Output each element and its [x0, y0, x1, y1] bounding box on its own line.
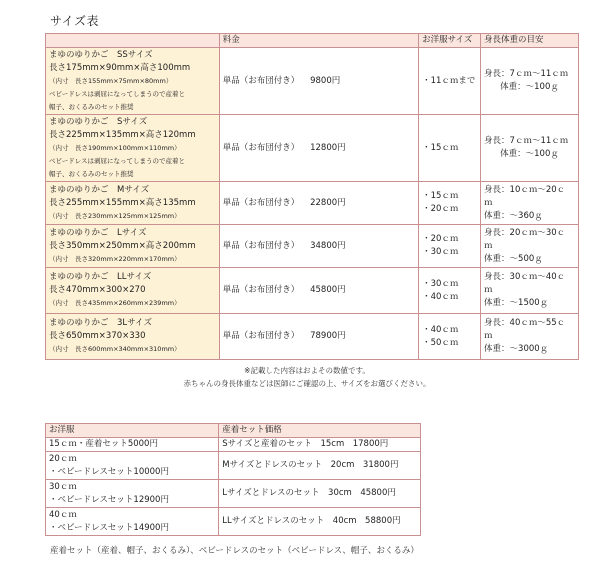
- clothing-cell: [46, 438, 219, 452]
- height-range: 身長：30ｃｍ～40ｃ: [484, 272, 566, 282]
- product-note: ベビードレスは剥屈になってしまうので産着と: [49, 156, 186, 165]
- product-inner-size: （内寸 長さ435mm×260mm×239mm）: [49, 299, 181, 307]
- price-value: 45800円: [310, 285, 346, 295]
- dress-table-header: [46, 424, 421, 438]
- page-title: サイズ表: [50, 14, 100, 28]
- weight-range: 体重：～360ｇ: [484, 210, 543, 221]
- product-outer-size: 長さ225mm×135mm×高さ120mm: [49, 129, 196, 140]
- product-cell: [46, 115, 220, 182]
- product-outer-size: 長さ650mm×370×330: [49, 331, 146, 341]
- clothing-size: 30ｃｍ: [49, 481, 77, 492]
- price-table: [45, 33, 579, 360]
- table-row: [46, 115, 579, 182]
- height-range-cont: ｍ: [484, 197, 493, 208]
- product-cell: [46, 314, 220, 360]
- product-outer-size: 長さ350mm×250mm×高さ200mm: [49, 240, 196, 251]
- height-range: 身長：7ｃｍ～11ｃｍ: [484, 136, 569, 146]
- table-row: [46, 452, 421, 480]
- size-item: ・20ｃｍ: [422, 234, 459, 244]
- note-line: 赤ちゃんの身長体重などは医師にご確認の上、サイズをお選びください。: [183, 379, 431, 388]
- size-cell: [419, 314, 481, 360]
- weight-range: 体重：～100ｇ: [500, 149, 559, 159]
- weight-range: 体重：～3000ｇ: [484, 344, 549, 354]
- header-cell-clothing-size: お洋服サイズ: [419, 34, 481, 48]
- product-inner-size: （内寸 長さ600mm×340mm×310mm）: [49, 345, 181, 353]
- size-cell: [419, 115, 481, 182]
- size-item: ・30ｃｍ: [422, 278, 459, 289]
- height-range: 身長：20ｃｍ～30ｃ: [484, 227, 566, 238]
- size-item: ・40ｃｍ: [422, 291, 459, 302]
- set-price-cell: Lサイズとドレスのセット 30cm 45800円: [219, 480, 421, 508]
- clothing-cell: [46, 480, 219, 508]
- footnote: 産着セット（産着、帽子、おくるみ）、ベビードレスのセット（ベビードレス、帽子、おくるみ）: [50, 546, 419, 556]
- price-label: 単品（お布団付き）: [222, 75, 300, 86]
- price-cell: [219, 225, 418, 268]
- table-row: [46, 48, 579, 115]
- header-cell-blank: [46, 34, 220, 48]
- height-range: 身長：10ｃｍ～20ｃ: [484, 184, 566, 195]
- clothing-cell: [46, 452, 219, 480]
- product-cell: [46, 268, 220, 314]
- size-item: ・40ｃｍ: [422, 324, 459, 335]
- product-name: まゆのゆりかご LLサイズ: [49, 272, 152, 282]
- product-outer-size: 長さ255mm×155mm×高さ135mm: [49, 197, 196, 208]
- table-row: [46, 480, 421, 508]
- price-value: 22800円: [310, 197, 346, 208]
- table-row: [46, 314, 579, 360]
- table-row: [46, 182, 579, 225]
- weight-range: 体重：～500ｇ: [484, 253, 543, 264]
- height-weight-cell: [481, 314, 579, 360]
- product-outer-size: 長さ175mm×90mm×高さ100mm: [49, 62, 191, 73]
- product-cell: [46, 225, 220, 268]
- size-item: ・15ｃｍ: [422, 142, 459, 153]
- table-row: [46, 268, 579, 314]
- height-range: 身長：40ｃｍ～55ｃ: [484, 318, 566, 328]
- height-weight-cell: [481, 182, 579, 225]
- height-weight-cell: [481, 115, 579, 182]
- product-name: まゆのゆりかご Lサイズ: [49, 227, 147, 238]
- price-value: 9800円: [310, 75, 341, 86]
- height-weight-cell: [481, 225, 579, 268]
- product-cell: [46, 182, 220, 225]
- table-row: [46, 438, 421, 452]
- header-cell-clothing: お洋服: [46, 424, 219, 438]
- dress-set-table: [45, 423, 421, 536]
- note-line: ※記載した内容はおよその数値です。: [244, 366, 370, 375]
- weight-range: 体重：～1500ｇ: [484, 298, 549, 308]
- height-weight-cell: [481, 48, 579, 115]
- price-label: 単品（お布団付き）: [222, 331, 300, 341]
- table-row: [46, 225, 579, 268]
- height-weight-cell: [481, 268, 579, 314]
- price-cell: [219, 115, 418, 182]
- size-item: ・30ｃｍ: [422, 247, 459, 257]
- height-range-cont: ｍ: [484, 331, 493, 341]
- product-note: ベビードレスは剥屈になってしまうので産着と: [49, 89, 186, 98]
- clothing-item: ・ベビードレスセット12900円: [49, 494, 169, 505]
- size-item: ・50ｃｍ: [422, 337, 459, 348]
- size-cell: [419, 48, 481, 115]
- size-item: ・15ｃｍ: [422, 191, 459, 201]
- set-price-cell: Sサイズと産着のセット 15cm 17800円: [219, 438, 421, 452]
- price-cell: [219, 182, 418, 225]
- height-range-cont: ｍ: [484, 285, 493, 295]
- price-label: 単品（お布団付き）: [222, 240, 300, 251]
- set-price-cell: LLサイズとドレスのセット 40cm 58800円: [219, 508, 421, 536]
- size-cell: [419, 182, 481, 225]
- price-label: 単品（お布団付き）: [222, 285, 300, 295]
- product-name: まゆのゆりかご 3Lサイズ: [49, 318, 152, 328]
- table-row: [46, 508, 421, 536]
- clothing-cell: [46, 508, 219, 536]
- price-value: 78900円: [310, 331, 346, 341]
- size-item: ・20ｃｍ: [422, 204, 459, 214]
- product-name: まゆのゆりかご Mサイズ: [49, 184, 150, 195]
- product-inner-size: （内寸 長さ230mm×125mm×125mm）: [49, 211, 181, 220]
- header-cell-height-weight: 身長体重の目安: [481, 34, 579, 48]
- clothing-size: 40ｃｍ: [49, 509, 77, 520]
- price-label: 単品（お布団付き）: [222, 142, 300, 153]
- product-note: 帽子、おくるみのセット推奨: [49, 102, 134, 111]
- price-value: 34800円: [310, 240, 346, 251]
- price-label: 単品（お布団付き）: [222, 197, 300, 208]
- size-cell: [419, 268, 481, 314]
- price-value: 12800円: [310, 142, 346, 153]
- product-cell: [46, 48, 220, 115]
- clothing-item: 15ｃｍ・産着セット5000円: [49, 439, 158, 449]
- clothing-item: ・ベビードレスセット10000円: [49, 466, 169, 477]
- height-range: 身長：7ｃｍ～11ｃｍ: [484, 69, 569, 79]
- clothing-item: ・ベビードレスセット14900円: [49, 522, 169, 533]
- price-cell: [219, 48, 418, 115]
- size-cell: [419, 225, 481, 268]
- clothing-size: 20ｃｍ: [49, 453, 77, 464]
- price-table-header: [46, 34, 579, 48]
- set-price-cell: Mサイズとドレスのセット 20cm 31800円: [219, 452, 421, 480]
- product-name: まゆのゆりかご Sサイズ: [49, 116, 148, 127]
- header-cell-set-price: 産着セット価格: [219, 424, 421, 438]
- header-cell-price: 料金: [219, 34, 418, 48]
- price-cell: [219, 314, 418, 360]
- product-inner-size: （内寸 長さ320mm×220mm×170mm）: [49, 254, 181, 263]
- product-note: 帽子、おくるみのセット推奨: [49, 169, 134, 178]
- height-range-cont: ｍ: [484, 240, 493, 251]
- product-outer-size: 長さ470mm×300×270: [49, 285, 146, 295]
- product-name: まゆのゆりかご SSサイズ: [49, 49, 153, 60]
- product-inner-size: （内寸 長さ190mm×100mm×110mm）: [49, 143, 181, 152]
- price-cell: [219, 268, 418, 314]
- weight-range: 体重：～100ｇ: [500, 82, 559, 92]
- product-inner-size: （内寸 長さ155mm×75mm×80mm）: [49, 76, 173, 85]
- size-item: ・11ｃｍまで: [422, 75, 476, 86]
